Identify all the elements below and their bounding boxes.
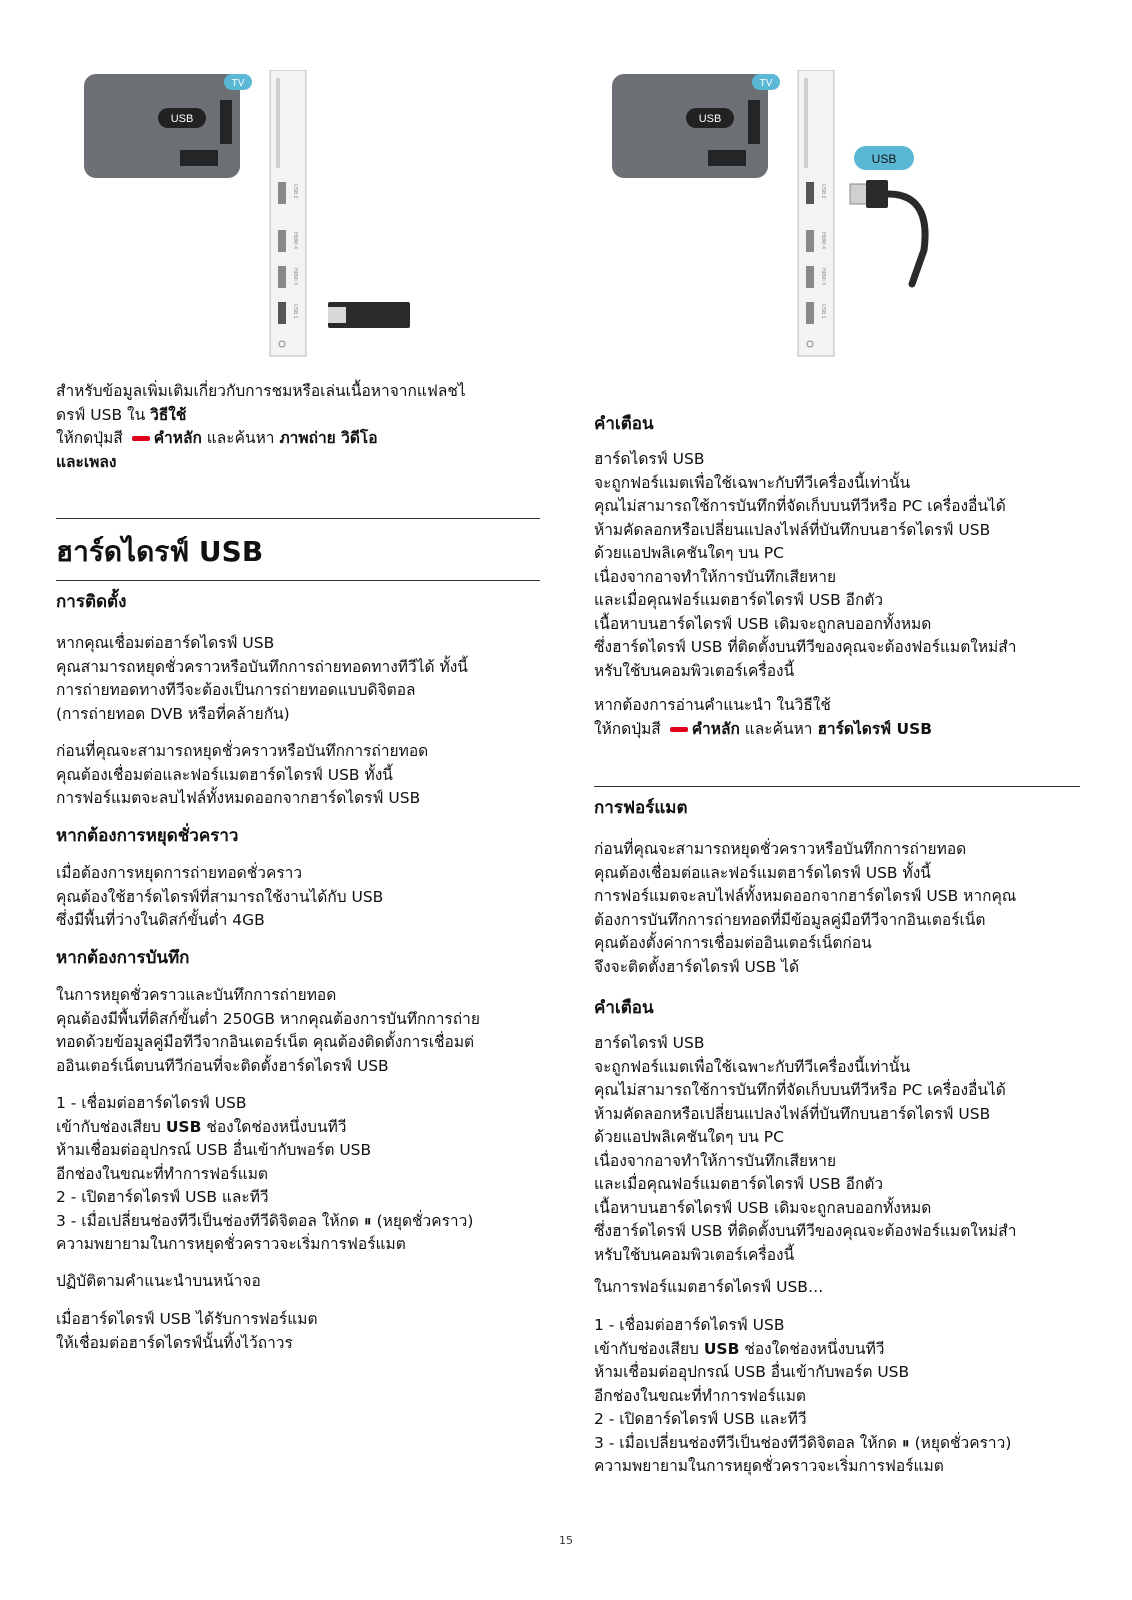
intro-line-1: สำหรับข้อมูลเพิ่มเติมเกี่ยวกับการชมหรือเล่นเนื้อหาจากแฟลชไ bbox=[56, 382, 466, 400]
section-rule-top bbox=[56, 518, 540, 519]
side-panel bbox=[270, 70, 306, 356]
usb-flash-plug bbox=[328, 307, 346, 323]
port-usb2 bbox=[278, 182, 286, 204]
intro-text bbox=[56, 380, 540, 474]
install-heading: การติดตั้ง bbox=[56, 592, 127, 612]
tv-badge-text: TV bbox=[231, 78, 245, 89]
warning-1-help: หากต้องการอ่านคำแนะนำ ในวิธีใช้ ให้กดปุ่มสี คำหลัก และค้นหา ฮาร์ดไดรฟ์ USB bbox=[594, 696, 933, 738]
pause-heading: หากต้องการหยุดชั่วคราว bbox=[56, 826, 239, 846]
help-link[interactable]: วิธีใช้ bbox=[150, 405, 187, 424]
warning-2-text: ฮาร์ดไดรฟ์ USB จะถูกฟอร์แมตเพื่อใช้เฉพาะกับทีวีเครื่องนี้เท่านั้น คุณไม่สามารถใช้การบันทึกที่จัดเก็บบนทีวีหรือ PC เครื่องอื่นได้ ห้ามคัดลอกหรือเปลี่ยนแปลงไฟล์ที่บันทึกบนฮาร์ดไดรฟ์ USB ด้วยแอปพลิเคชันใดๆ บน PC เนื่องจากอาจทำให้การบันทึกเสียหาย และเมื่อคุณฟอร์แมตฮาร์ดไดรฟ์ USB อีกตัว เนื้อหาบนฮาร์ดไดรฟ์ USB เดิมจะถูกลบออกทั้งหมด ซึ่งฮาร์ดไดรฟ์ USB ที่ติดตั้งบนทีวีของคุณจะต้องฟอร์แมตใหม่สำ หรับใช้บนคอมพิวเตอร์เครื่องนี้ bbox=[594, 1034, 1017, 1264]
record-final: เมื่อฮาร์ดไดรฟ์ USB ได้รับการฟอร์แมต ให้เชื่อมต่อฮาร์ดไดรฟ์นั้นทิ้งไว้ถาวร bbox=[56, 1310, 318, 1352]
port-label-usb2: USB 2 bbox=[292, 184, 298, 199]
usb-cable-plug-metal bbox=[850, 184, 868, 204]
port-label-hdmi3: HDMI 3 bbox=[820, 268, 826, 285]
tv-usb-harddrive-figure bbox=[612, 70, 952, 360]
usb-pill-text: USB bbox=[698, 113, 722, 125]
usb-cable-pill-text: USB bbox=[871, 152, 897, 166]
port-label-hdmi4: HDMI 4 bbox=[292, 232, 298, 249]
warning-2-heading: คำเตือน bbox=[594, 998, 654, 1018]
intro-line-2: ดรฟ์ USB ใน วิธีใช้ bbox=[56, 405, 187, 424]
panel-bar bbox=[804, 78, 808, 168]
format-heading: การฟอร์แมต bbox=[594, 798, 688, 818]
usb-cable bbox=[888, 194, 925, 284]
record-follow: ปฏิบัติตามคำแนะนำบนหน้าจอ bbox=[56, 1272, 261, 1290]
record-steps: 1 - เชื่อมต่อฮาร์ดไดรฟ์ USB เข้ากับช่องเสียบ USB ช่องใดช่องหนึ่งบนทีวี ห้ามเชื่อมต่ออุปกรณ์ USB อื่นเข้ากับพอร์ต USB อีกช่องในขณะที่ทำการฟอร์แมต 2 - เปิดฮาร์ดไดรฟ์ USB และทีวี 3 - เมื่อเปลี่ยนช่องทีวีเป็นช่องทีวีดิจิตอล ให้กด ⏸ (หยุดชั่วคราว) ความพยายามในการหยุดชั่วคราวจะเริ่มการฟอร์แมต bbox=[56, 1094, 474, 1253]
warning-2-intro: ในการฟอร์แมตฮาร์ดไดรฟ์ USB… bbox=[594, 1278, 824, 1296]
port-label-hdmi4: HDMI 4 bbox=[820, 232, 826, 249]
warning-1-text: ฮาร์ดไดรฟ์ USB จะถูกฟอร์แมตเพื่อใช้เฉพาะกับทีวีเครื่องนี้เท่านั้น คุณไม่สามารถใช้การบันทึกที่จัดเก็บบนทีวีหรือ PC เครื่องอื่นได้ ห้ามคัดลอกหรือเปลี่ยนแปลงไฟล์ที่บันทึกบนฮาร์ดไดรฟ์ USB ด้วยแอปพลิเคชันใดๆ บน PC เนื่องจากอาจทำให้การบันทึกเสียหาย และเมื่อคุณฟอร์แมตฮาร์ดไดรฟ์ USB อีกตัว เนื้อหาบนฮาร์ดไดรฟ์ USB เดิมจะถูกลบออกทั้งหมด ซึ่งฮาร์ดไดรฟ์ USB ที่ติดตั้งบนทีวีของคุณจะต้องฟอร์แมตใหม่สำ หรับใช้บนคอมพิวเตอร์เครื่องนี้ bbox=[594, 450, 1017, 680]
side-panel bbox=[798, 70, 834, 356]
port-hdmi3 bbox=[278, 266, 286, 288]
tv-slot bbox=[220, 100, 232, 144]
port-label-usb1: USB 1 bbox=[292, 304, 298, 319]
record-heading: หากต้องการบันทึก bbox=[56, 948, 190, 968]
tv-slot bbox=[748, 100, 760, 144]
usb-pill-text: USB bbox=[170, 113, 194, 125]
tv-foot bbox=[708, 150, 746, 166]
port-label-usb2: USB 2 bbox=[820, 184, 826, 199]
red-color-key-icon bbox=[670, 727, 688, 732]
install-para-1: หากคุณเชื่อมต่อฮาร์ดไดรฟ์ USB คุณสามารถหยุดชั่วคราวหรือบันทึกการถ่ายทอดทางทีวีได้ ทั้งนี้ การถ่ายทอดทางทีวีจะต้องเป็นการถ่ายทอดแบบดิจิตอล (การถ่ายทอด DVB หรือที่คล้ายกัน) bbox=[56, 634, 468, 723]
intro-line-3: ให้กดปุ่มสี คำหลัก และค้นหา ภาพถ่าย วิดีโอ bbox=[56, 429, 378, 447]
port-label-hdmi3: HDMI 3 bbox=[292, 268, 298, 285]
port-hdmi4 bbox=[278, 230, 286, 252]
tv-foot bbox=[180, 150, 218, 166]
install-para-2: ก่อนที่คุณจะสามารถหยุดชั่วคราวหรือบันทึกการถ่ายทอด คุณต้องเชื่อมต่อและฟอร์แมตฮาร์ดไดรฟ์ USB ทั้งนี้ การฟอร์แมตจะลบไฟล์ทั้งหมดออกจากฮาร์ดไดรฟ์ USB bbox=[56, 742, 429, 807]
port-usb1 bbox=[806, 302, 814, 324]
tv-usb-flash-figure bbox=[84, 70, 424, 360]
port-label-usb1: USB 1 bbox=[820, 304, 826, 319]
red-color-key-icon bbox=[132, 436, 150, 441]
section-title: ฮาร์ดไดรฟ์ USB bbox=[56, 535, 264, 568]
port-usb2 bbox=[806, 182, 814, 204]
format-rule bbox=[594, 786, 1080, 787]
page-number: 15 bbox=[559, 1534, 573, 1547]
warning-1-heading: คำเตือน bbox=[594, 414, 654, 434]
port-hdmi3 bbox=[806, 266, 814, 288]
port-usb1 bbox=[278, 302, 286, 324]
port-hdmi4 bbox=[806, 230, 814, 252]
warning-2-steps: 1 - เชื่อมต่อฮาร์ดไดรฟ์ USB เข้ากับช่องเสียบ USB ช่องใดช่องหนึ่งบนทีวี ห้ามเชื่อมต่ออุปกรณ์ USB อื่นเข้ากับพอร์ต USB อีกช่องในขณะที่ทำการฟอร์แมต 2 - เปิดฮาร์ดไดรฟ์ USB และทีวี 3 - เมื่อเปลี่ยนช่องทีวีเป็นช่องทีวีดิจิตอล ให้กด ⏸ (หยุดชั่วคราว) ความพยายามในการหยุดชั่วคราวจะเริ่มการฟอร์แมต bbox=[594, 1316, 1012, 1475]
format-para: ก่อนที่คุณจะสามารถหยุดชั่วคราวหรือบันทึกการถ่ายทอด คุณต้องเชื่อมต่อและฟอร์แมตฮาร์ดไดรฟ์ USB ทั้งนี้ การฟอร์แมตจะลบไฟล์ทั้งหมดออกจากฮาร์ดไดรฟ์ USB หากคุณ ต้องการบันทึกการถ่ายทอดที่มีข้อมูลคู่มือทีวีจากอินเตอร์เน็ต คุณต้องตั้งค่าการเชื่อมต่ออินเตอร์เน็ตก่อน จึงจะติดตั้งฮาร์ดไดรฟ์ USB ได้ bbox=[594, 840, 1017, 976]
panel-bar bbox=[276, 78, 280, 168]
record-para: ในการหยุดชั่วคราวและบันทึกการถ่ายทอด คุณต้องมีพื้นที่ดิสก์ขั้นต่ำ 250GB หากคุณต้องการบันทึกการถ่าย ทอดด้วยข้อมูลคู่มือทีวีจากอินเตอร์เน็ต คุณต้องติดตั้งการเชื่อมต่ ออินเตอร์เน็ตบนทีวีก่อนที่จะติดตั้งฮาร์ดไดรฟ์ USB bbox=[56, 986, 480, 1075]
tv-badge-text: TV bbox=[759, 78, 773, 89]
intro-line-4: และเพลง bbox=[56, 452, 117, 471]
section-rule-bottom bbox=[56, 580, 540, 581]
pause-para: เมื่อต้องการหยุดการถ่ายทอดชั่วคราว คุณต้องใช้ฮาร์ดไดรฟ์ที่สามารถใช้งานได้กับ USB ซึ่งมีพื้นที่ว่างในดิสก์ขั้นต่ำ 4GB bbox=[56, 864, 384, 929]
